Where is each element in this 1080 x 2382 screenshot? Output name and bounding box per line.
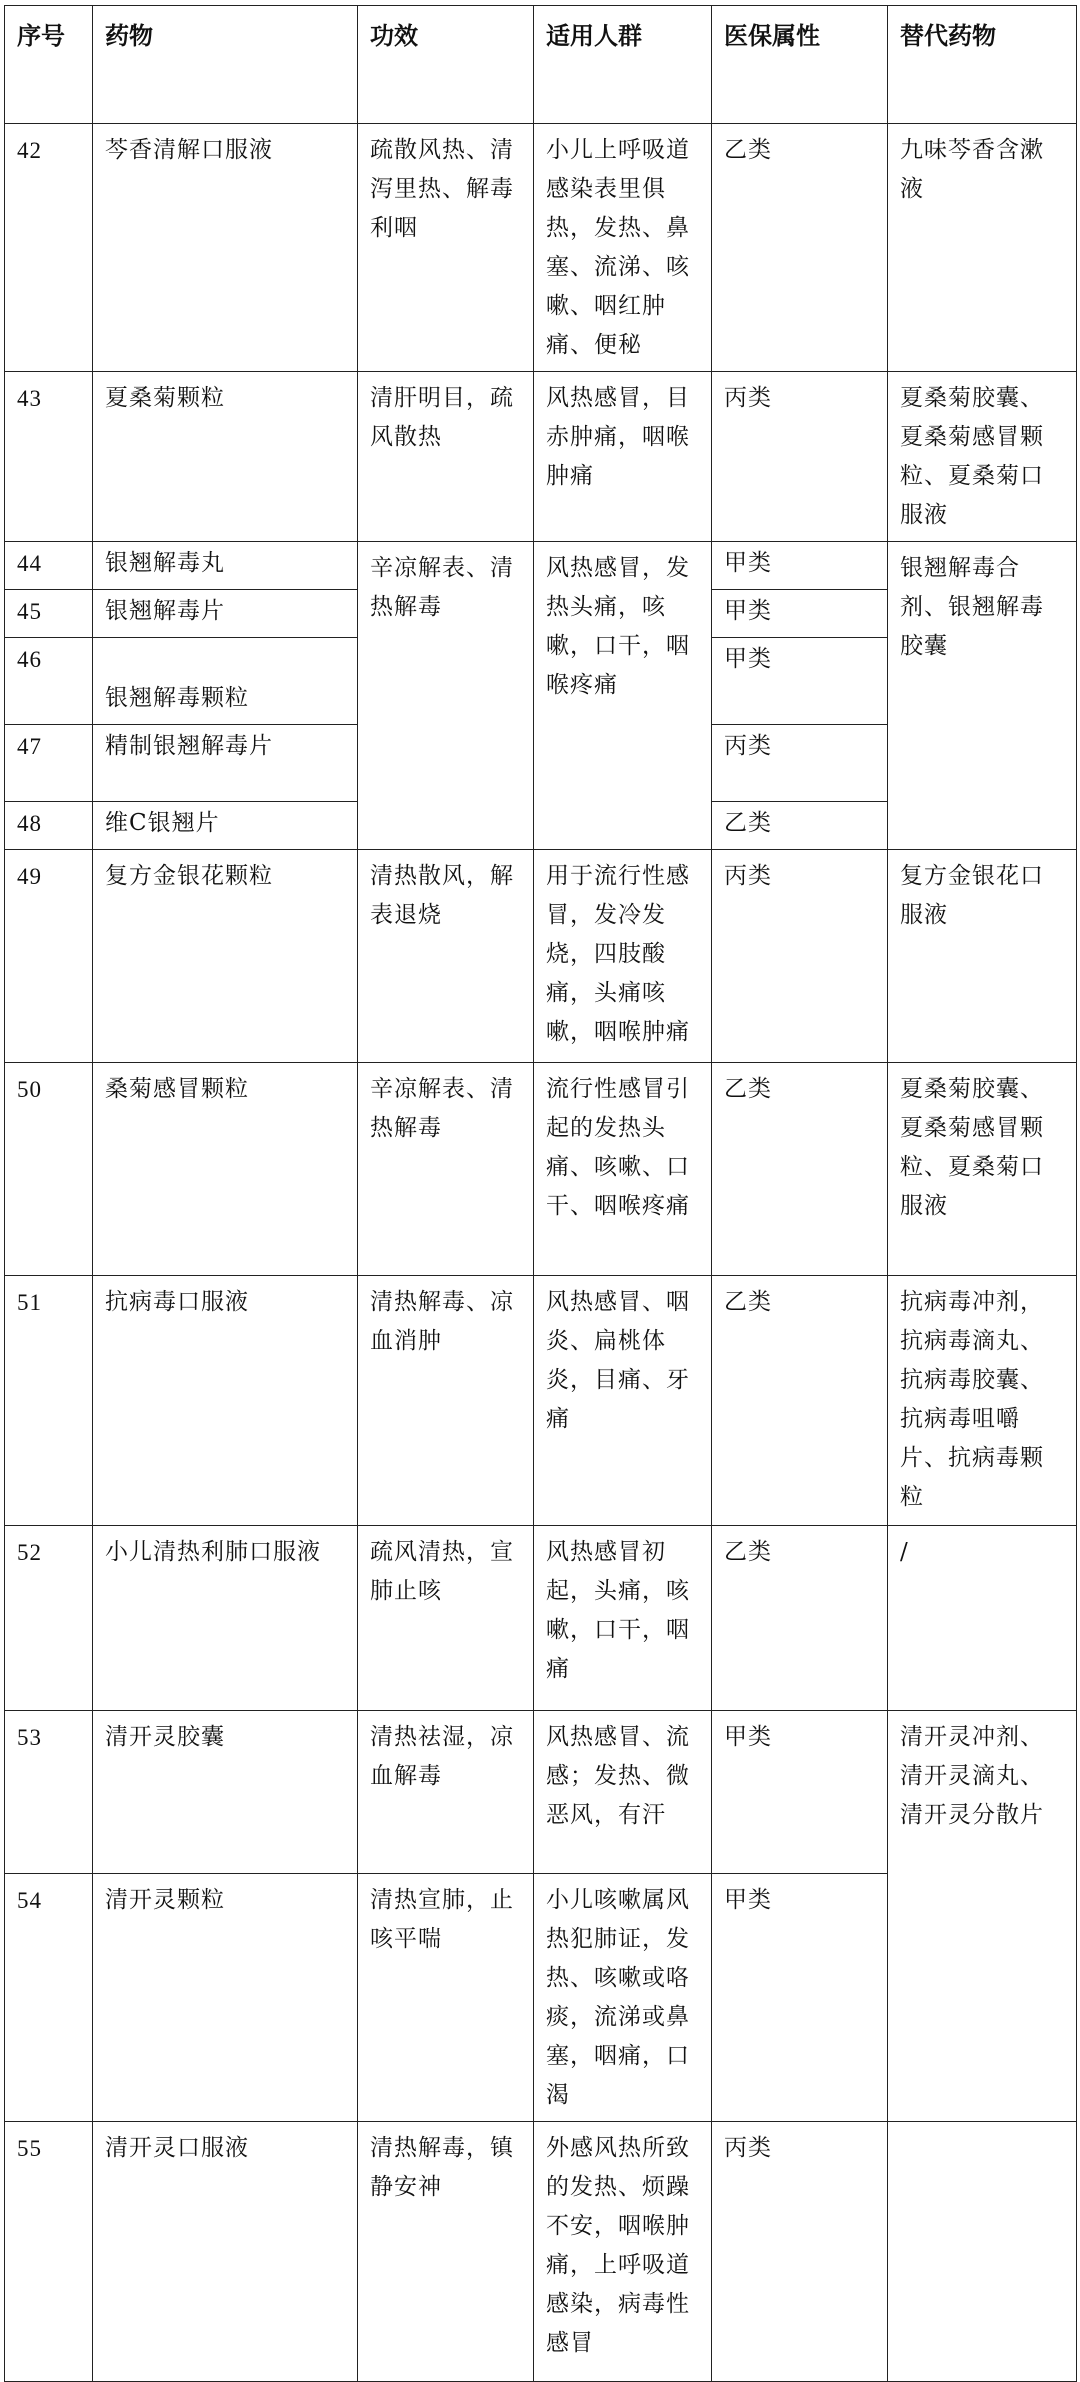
row-no: 52 bbox=[5, 1526, 93, 1711]
drug-effect: 辛凉解表、清热解毒 bbox=[358, 542, 534, 850]
drug-name: 芩香清解口服液 bbox=[93, 124, 358, 372]
drug-insurance: 乙类 bbox=[712, 1063, 888, 1276]
drug-people: 用于流行性感冒，发冷发烧，四肢酸痛，头痛咳嗽，咽喉肿痛 bbox=[534, 850, 712, 1063]
table-row bbox=[5, 1711, 1077, 1874]
header-insurance: 医保属性 bbox=[712, 6, 888, 124]
row-no: 54 bbox=[5, 1874, 93, 2122]
table-header-row bbox=[5, 6, 1077, 124]
drug-effect: 清热解毒，镇静安神 bbox=[358, 2122, 534, 2382]
medicine-table bbox=[4, 5, 1077, 2382]
drug-alternative bbox=[888, 1526, 1077, 1711]
drug-people: 风热感冒、流感；发热、微恶风，有汗 bbox=[534, 1711, 712, 1874]
drug-alternative: 夏桑菊胶囊、夏桑菊感冒颗粒、夏桑菊口服液 bbox=[888, 372, 1077, 542]
drug-name: 清开灵颗粒 bbox=[93, 1874, 358, 2122]
drug-insurance: 甲类 bbox=[712, 1874, 888, 2122]
drug-name: 复方金银花颗粒 bbox=[93, 850, 358, 1063]
drug-insurance: 丙类 bbox=[712, 850, 888, 1063]
header-alternative: 替代药物 bbox=[888, 6, 1077, 124]
drug-people: 小儿上呼吸道感染表里俱热，发热、鼻塞、流涕、咳嗽、咽红肿痛、便秘 bbox=[534, 124, 712, 372]
drug-name: 维C银翘片 bbox=[93, 802, 358, 850]
drug-alternative: 清开灵冲剂、清开灵滴丸、清开灵分散片 bbox=[888, 1711, 1077, 2122]
drug-effect: 清热祛湿，凉血解毒 bbox=[358, 1711, 534, 1874]
drug-effect: 疏风清热，宣肺止咳 bbox=[358, 1526, 534, 1711]
drug-insurance: 丙类 bbox=[712, 2122, 888, 2382]
row-no: 43 bbox=[5, 372, 93, 542]
drug-alternative: 抗病毒冲剂，抗病毒滴丸、抗病毒胶囊、抗病毒咀嚼片、抗病毒颗粒 bbox=[888, 1276, 1077, 1526]
drug-effect: 清热宣肺，止咳平喘 bbox=[358, 1874, 534, 2122]
row-no: 42 bbox=[5, 124, 93, 372]
table-row bbox=[5, 850, 1077, 1063]
drug-insurance: 乙类 bbox=[712, 124, 888, 372]
drug-name: 夏桑菊颗粒 bbox=[93, 372, 358, 542]
drug-insurance: 甲类 bbox=[712, 1711, 888, 1874]
drug-name: 精制银翘解毒片 bbox=[93, 725, 358, 802]
drug-alternative: 银翘解毒合剂、银翘解毒胶囊 bbox=[888, 542, 1077, 850]
drug-people: 外感风热所致的发热、烦躁不安，咽喉肿痛，上呼吸道感染，病毒性感冒 bbox=[534, 2122, 712, 2382]
drug-people: 流行性感冒引起的发热头痛、咳嗽、口干、咽喉疼痛 bbox=[534, 1063, 712, 1276]
header-effect: 功效 bbox=[358, 6, 534, 124]
row-no: 53 bbox=[5, 1711, 93, 1874]
drug-name: 清开灵胶囊 bbox=[93, 1711, 358, 1874]
drug-people: 风热感冒、咽炎、扁桃体炎，目痛、牙痛 bbox=[534, 1276, 712, 1526]
row-no: 44 bbox=[5, 542, 93, 590]
table-row bbox=[5, 372, 1077, 542]
drug-alternative: 夏桑菊胶囊、夏桑菊感冒颗粒、夏桑菊口服液 bbox=[888, 1063, 1077, 1276]
drug-insurance: 乙类 bbox=[712, 802, 888, 850]
drug-name: 桑菊感冒颗粒 bbox=[93, 1063, 358, 1276]
drug-insurance: 甲类 bbox=[712, 638, 888, 725]
drug-insurance: 乙类 bbox=[712, 1276, 888, 1526]
row-no: 47 bbox=[5, 725, 93, 802]
drug-people: 风热感冒初起，头痛，咳嗽，口干，咽痛 bbox=[534, 1526, 712, 1711]
drug-people: 风热感冒，发热头痛，咳嗽，口干，咽喉疼痛 bbox=[534, 542, 712, 850]
row-no: 48 bbox=[5, 802, 93, 850]
drug-insurance: 甲类 bbox=[712, 590, 888, 638]
drug-name: 小儿清热利肺口服液 bbox=[93, 1526, 358, 1711]
table-row bbox=[5, 2122, 1077, 2382]
row-no: 45 bbox=[5, 590, 93, 638]
table-row bbox=[5, 124, 1077, 372]
table-row bbox=[5, 1063, 1077, 1276]
table-row bbox=[5, 542, 1077, 590]
drug-insurance: 丙类 bbox=[712, 372, 888, 542]
drug-effect: 清热散风，解表退烧 bbox=[358, 850, 534, 1063]
drug-effect: 清热解毒、凉血消肿 bbox=[358, 1276, 534, 1526]
drug-name bbox=[93, 638, 358, 725]
row-no: 50 bbox=[5, 1063, 93, 1276]
drug-name: 银翘解毒丸 bbox=[93, 542, 358, 590]
drug-insurance: 丙类 bbox=[712, 725, 888, 802]
header-drug: 药物 bbox=[93, 6, 358, 124]
row-no: 49 bbox=[5, 850, 93, 1063]
drug-name-text: 银翘解毒颗粒 bbox=[105, 685, 249, 711]
row-no: 55 bbox=[5, 2122, 93, 2382]
drug-alternative: 复方金银花口服液 bbox=[888, 850, 1077, 1063]
drug-name: 银翘解毒片 bbox=[93, 590, 358, 638]
row-no: 51 bbox=[5, 1276, 93, 1526]
drug-alternative bbox=[888, 2122, 1077, 2382]
drug-name: 抗病毒口服液 bbox=[93, 1276, 358, 1526]
table-row bbox=[5, 1526, 1077, 1711]
drug-insurance: 甲类 bbox=[712, 542, 888, 590]
header-people: 适用人群 bbox=[534, 6, 712, 124]
drug-effect: 疏散风热、清泻里热、解毒利咽 bbox=[358, 124, 534, 372]
drug-insurance: 乙类 bbox=[712, 1526, 888, 1711]
drug-people: 小儿咳嗽属风热犯肺证，发热、咳嗽或咯痰，流涕或鼻塞，咽痛，口渴 bbox=[534, 1874, 712, 2122]
row-no: 46 bbox=[5, 638, 93, 725]
drug-effect: 清肝明目，疏风散热 bbox=[358, 372, 534, 542]
drug-effect: 辛凉解表、清热解毒 bbox=[358, 1063, 534, 1276]
drug-name: 清开灵口服液 bbox=[93, 2122, 358, 2382]
no-alternative-mark: / bbox=[900, 1539, 909, 1565]
header-no: 序号 bbox=[5, 6, 93, 124]
drug-people: 风热感冒，目赤肿痛，咽喉肿痛 bbox=[534, 372, 712, 542]
drug-alternative: 九味芩香含漱液 bbox=[888, 124, 1077, 372]
table-row bbox=[5, 1276, 1077, 1526]
